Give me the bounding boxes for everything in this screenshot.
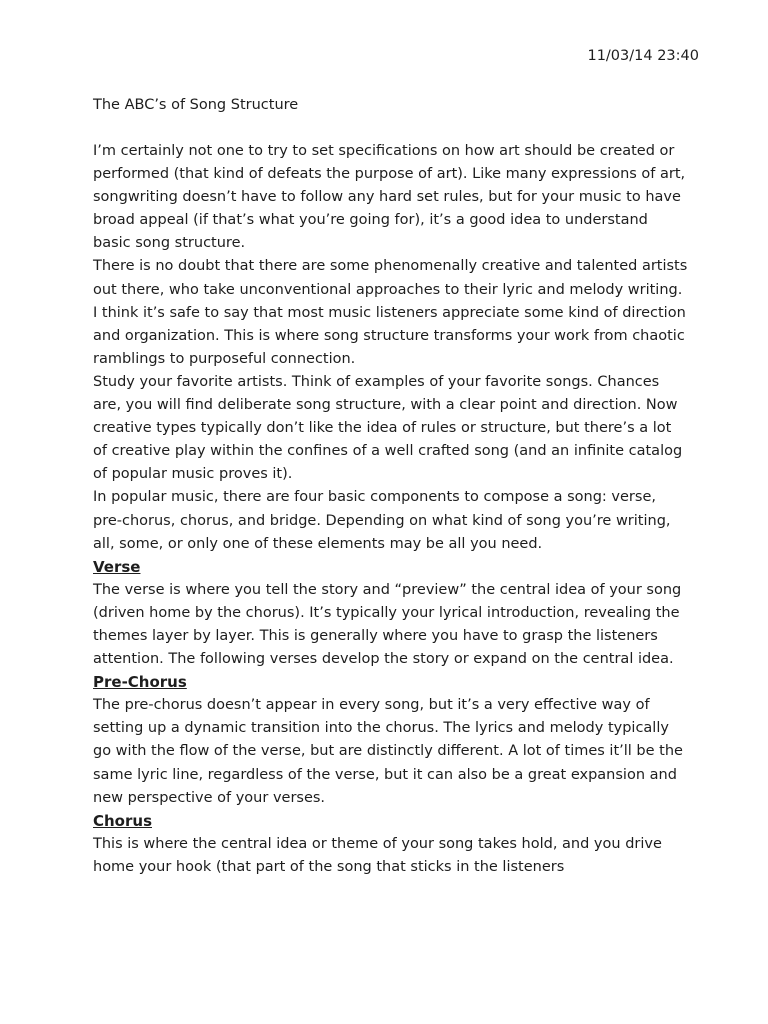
section-heading-chorus: Chorus xyxy=(93,811,152,830)
document-title: The ABC’s of Song Structure xyxy=(93,97,299,113)
paragraph-intro-1: I’m certainly not one to try to set specifications on how art should be created or performed (that kind of defeats the purpose of art). Like many expressions of art, songwriting doesn’t have to follow any hard set rules, but for your music to have broad appeal (if that’s what you’re going for), it’s a good idea to understand basic song structure. xyxy=(93,143,686,252)
document-body xyxy=(93,140,689,879)
section-text-verse: The verse is where you tell the story and “preview” the central idea of your song (driven home by the chorus). It’s typically your lyrical introduction, revealing the themes layer by layer. This is generally where you have to grasp the listeners attention. The following verses develop the story or expand on the central idea. xyxy=(93,581,682,668)
paragraph-intro-3: Study your favorite artists. Think of examples of your favorite songs. Chances are, you will find deliberate song structure, with a clear point and direction. Now creative types typically don’t like the idea of rules or structure, but there’s a lot of creative play within the confines of a well crafted song (and an infinite catalog of popular music proves it). xyxy=(93,373,683,483)
section-text-pre-chorus: The pre-chorus doesn’t appear in every song, but it’s a very effective way of setting up a dynamic transition into the chorus. The lyrics and melody typically go with the flow of the verse, but are distinctly different. A lot of times it’ll be the same lyric line, regardless of the verse, but it can also be a great expansion and new perspective of your verses. xyxy=(93,697,683,806)
section-heading-pre-chorus: Pre-Chorus xyxy=(93,673,187,692)
section-heading-verse: Verse xyxy=(93,557,141,576)
section-text-chorus: This is where the central idea or theme of your song takes hold, and you drive home your hook (that part of the song that sticks in the listeners xyxy=(93,835,662,875)
paragraph-intro-2: There is no doubt that there are some phenomenally creative and talented artists out there, who take unconventional approaches to their lyric and melody writing. I think it’s safe to say that most music listeners appreciate some kind of direction and organization. This is where song structure transforms your work from chaotic ramblings to purposeful connection. xyxy=(93,258,688,367)
timestamp: 11/03/14 23:40 xyxy=(587,48,699,64)
paragraph-intro-4: In popular music, there are four basic components to compose a song: verse, pre-chorus, chorus, and bridge. Depending on what kind of song you’re writing, all, some, or only one of these elements may be all you need. xyxy=(93,489,671,552)
